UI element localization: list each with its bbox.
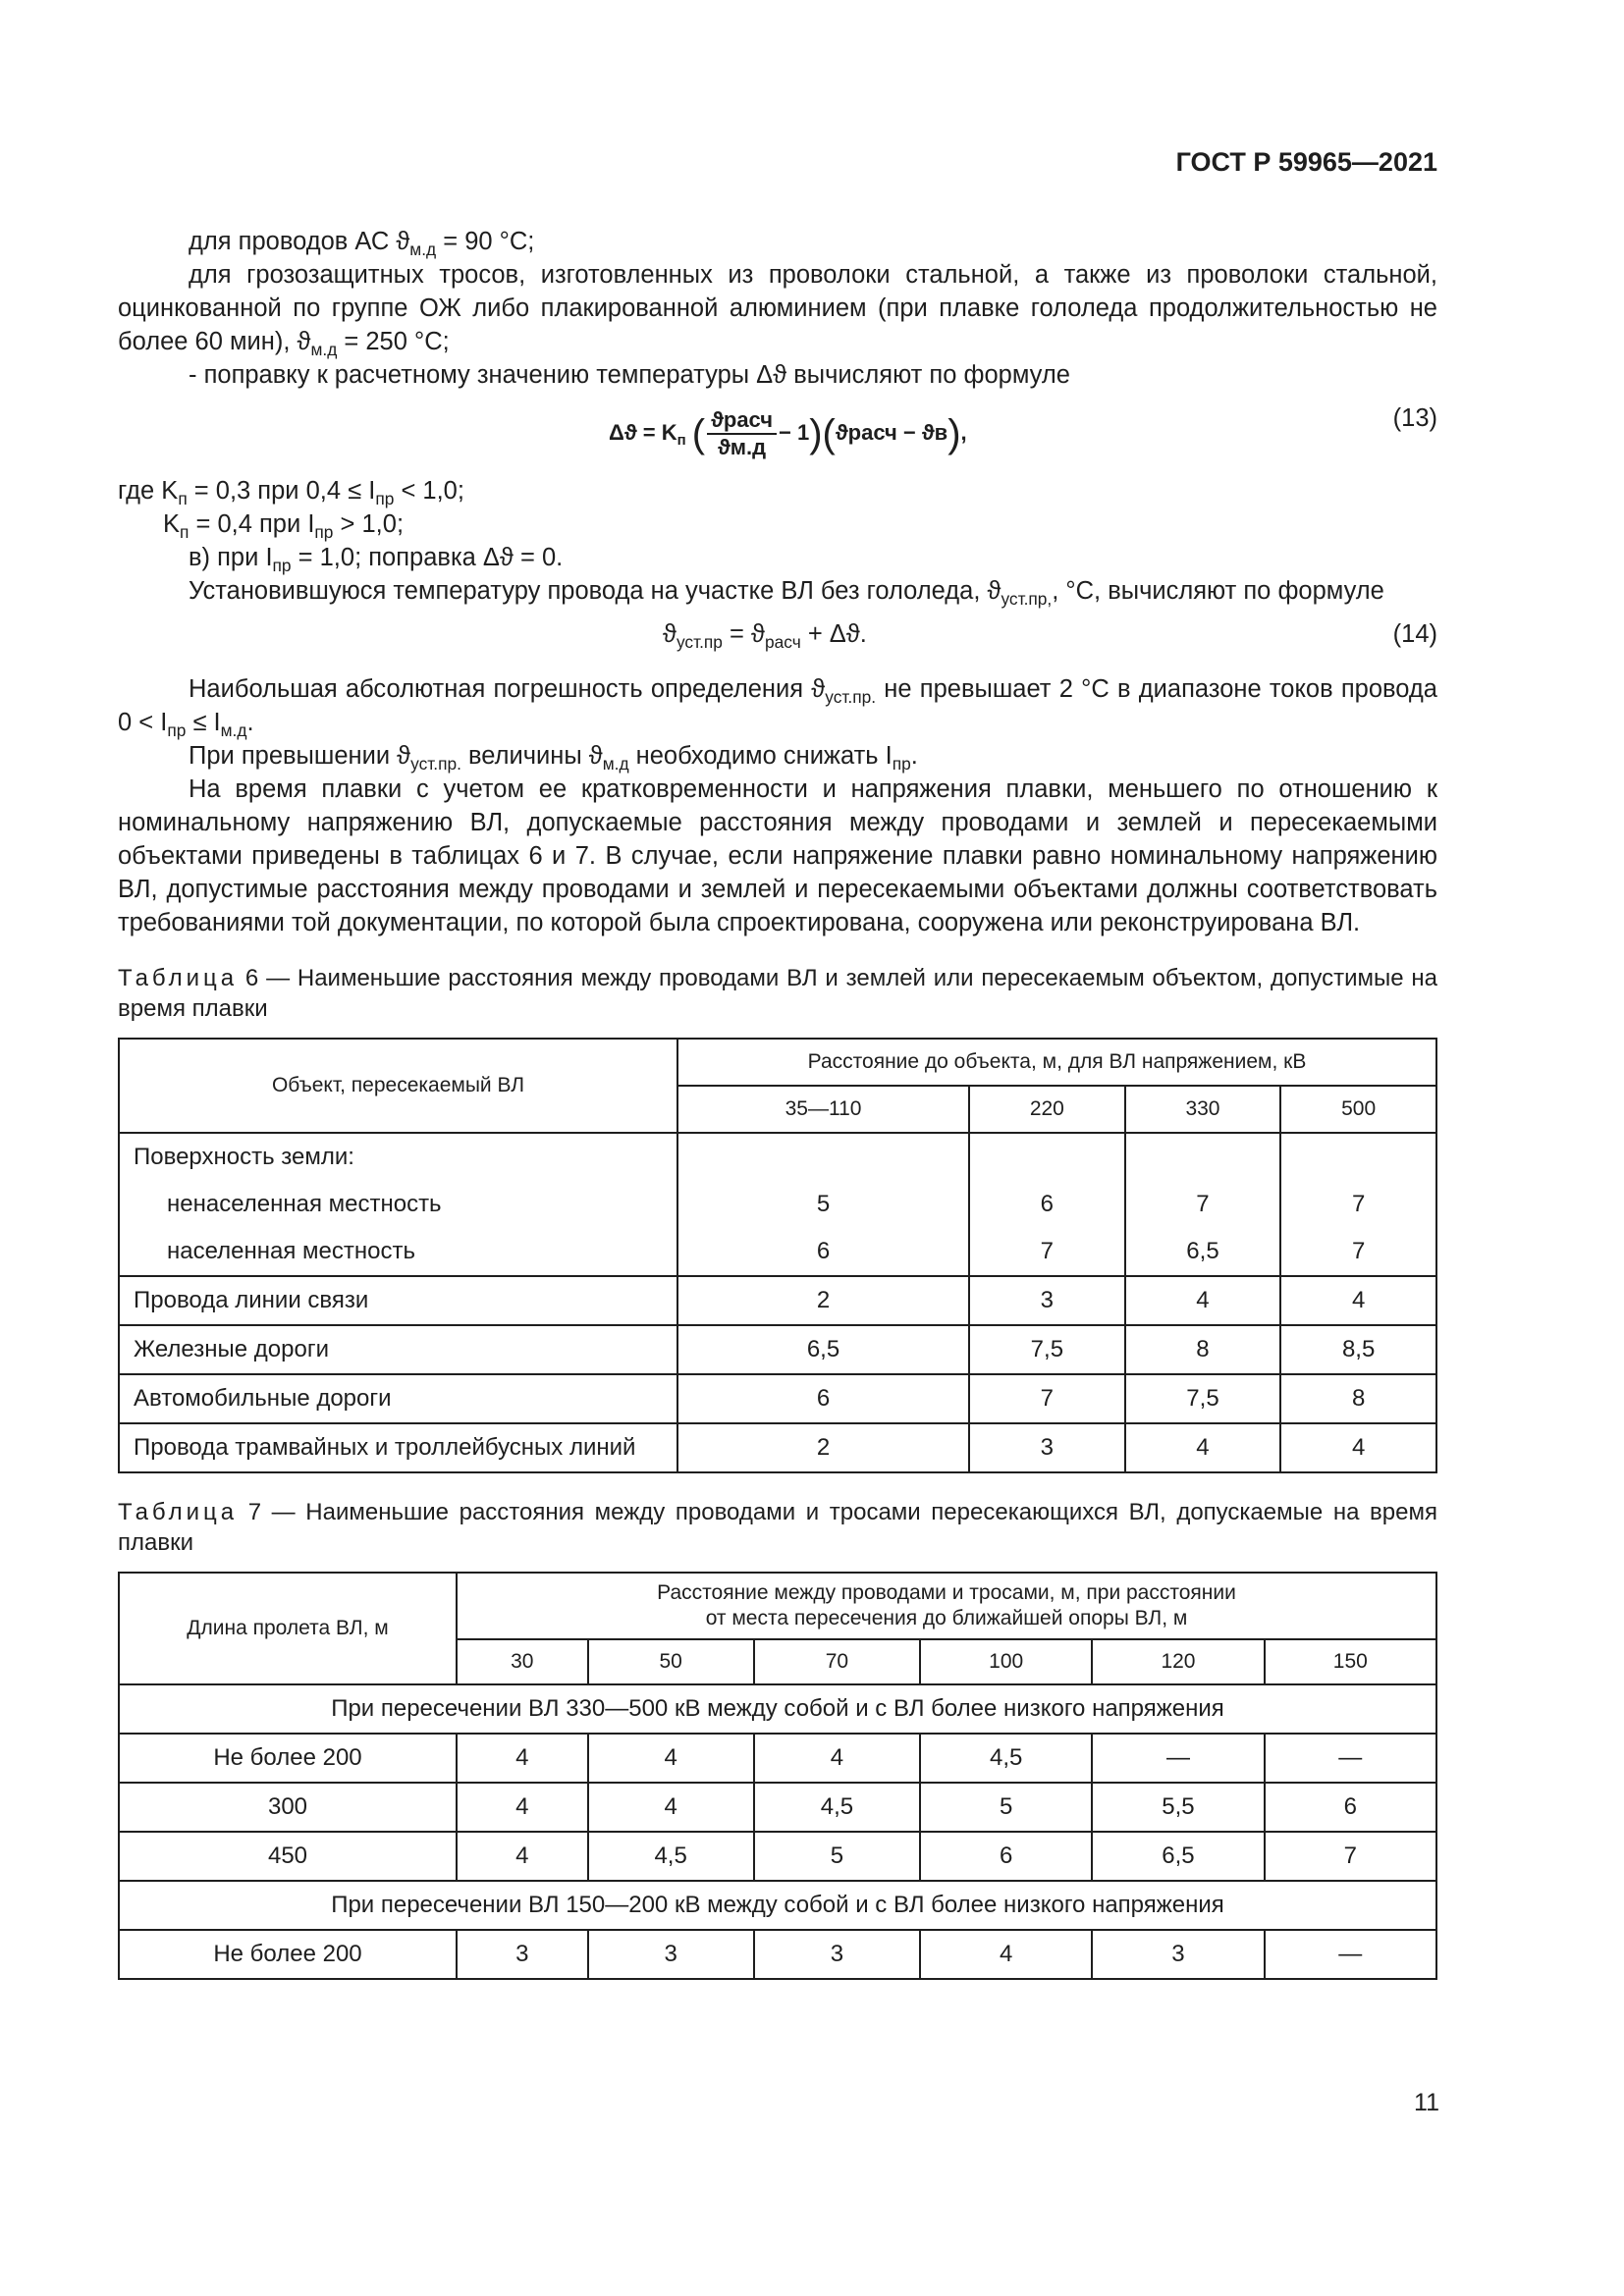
table-row: [119, 1930, 1436, 1979]
row-header: Не более 200: [119, 1930, 457, 1979]
row-header: 300: [119, 1783, 457, 1832]
table-cell: 4: [457, 1734, 588, 1783]
section-title: При пересечении ВЛ 150—200 кВ между собой и с ВЛ более низкого напряжения: [119, 1881, 1436, 1930]
formula-14: [118, 617, 1437, 657]
formula-expression: $ϑ_{уст.пр} = ϑ_{расч} + \Delta ϑ$.: [663, 620, 867, 653]
table-cell: 3: [1092, 1930, 1264, 1979]
table-cell: 6,5: [677, 1325, 969, 1374]
table-cell: 3: [969, 1276, 1125, 1325]
table-cell: 4: [1125, 1423, 1281, 1472]
table-cell: 4: [588, 1783, 754, 1832]
formula-number: (14): [1392, 620, 1437, 648]
body-text: [118, 225, 1437, 1980]
column-header: 120: [1092, 1639, 1264, 1684]
paragraph: где $K_п = 0,3$ при $0,4 \le I_{пр} < 1,0$;: [118, 477, 464, 509]
column-header: 330: [1125, 1086, 1281, 1133]
table-cell: 5: [754, 1832, 920, 1881]
table-cell: 4: [457, 1783, 588, 1832]
table-cell: 6: [677, 1228, 969, 1276]
paragraph: - поправку к расчетному значению температуры Δϑ вычисляют по формуле: [189, 361, 1070, 389]
column-header: 500: [1280, 1086, 1436, 1133]
row-header: населенная местность: [119, 1228, 677, 1276]
table-row: [119, 1228, 1436, 1276]
table-row: [119, 1276, 1436, 1325]
table-cell: 7: [969, 1374, 1125, 1423]
column-header: 70: [754, 1639, 920, 1684]
table-cell: 4: [1280, 1276, 1436, 1325]
table-cell: 3: [969, 1423, 1125, 1472]
table-cell: 3: [588, 1930, 754, 1979]
table-cell: 4: [920, 1930, 1092, 1979]
column-header: 30: [457, 1639, 588, 1684]
column-header: 220: [969, 1086, 1125, 1133]
table-cell: 6: [920, 1832, 1092, 1881]
table-cell: 4: [588, 1734, 754, 1783]
paragraph: для грозозащитных тросов, изготовленных из проволоки стальной, а также из проволоки стальной, оцинкованной по группе ОЖ либо плакированной алюминием (при плавке гололеда продолжительностью не более 60 мин), $ϑ_{м.д} = 250$ °С;: [118, 261, 1437, 360]
column-header: 35—110: [677, 1086, 969, 1133]
table-cell: 5,5: [1092, 1783, 1264, 1832]
formula-number: (13): [1392, 404, 1437, 432]
column-header: 50: [588, 1639, 754, 1684]
table-cell: 4: [1125, 1276, 1281, 1325]
table-cell: 6,5: [1125, 1228, 1281, 1276]
table-cell: 6: [677, 1374, 969, 1423]
table-cell: 8,5: [1280, 1325, 1436, 1374]
table-cell: 6,5: [1092, 1832, 1264, 1881]
table-cell: 7: [1265, 1832, 1436, 1881]
table-cell: 8: [1125, 1325, 1281, 1374]
table-cell: 2: [677, 1276, 969, 1325]
table-cell: 4,5: [754, 1783, 920, 1832]
table-row: [119, 1734, 1436, 1783]
table-cell: 7: [1280, 1228, 1436, 1276]
table-cell: —: [1265, 1930, 1436, 1979]
table-cell: 7,5: [969, 1325, 1125, 1374]
row-header: Не более 200: [119, 1734, 457, 1783]
table-cell: 5: [920, 1783, 1092, 1832]
column-header: 100: [920, 1639, 1092, 1684]
table-cell: 3: [457, 1930, 588, 1979]
table-cell: 4: [754, 1734, 920, 1783]
table-cell: —: [1092, 1734, 1264, 1783]
table-cell: —: [1265, 1734, 1436, 1783]
page-number: 11: [1414, 2089, 1439, 2116]
table-cell: 8: [1280, 1374, 1436, 1423]
table-row: [119, 1783, 1436, 1832]
table-cell: 7: [969, 1228, 1125, 1276]
column-header: Длина пролета ВЛ, м: [119, 1573, 457, 1684]
table-cell: 5: [677, 1181, 969, 1228]
table-cell: 7,5: [1125, 1374, 1281, 1423]
document-code: ГОСТ Р 59965—2021: [1175, 147, 1437, 177]
table-row: [119, 1181, 1436, 1228]
paragraph: Наибольшая абсолютная погрешность определения $ϑ_{уст.пр.}$ не превышает 2 °С в диапазоне токов провода $0 < I_{пр} \le I_{м.д}$.: [118, 675, 1437, 741]
row-header: Провода линии связи: [119, 1276, 677, 1325]
table-cell: 2: [677, 1423, 969, 1472]
table-cell: 7: [1280, 1181, 1436, 1228]
row-header: ненаселенная местность: [119, 1181, 677, 1228]
section-title: При пересечении ВЛ 330—500 кВ между собой и с ВЛ более низкого напряжения: [119, 1684, 1436, 1734]
paragraph: в) при $I_{пр} = 1,0$; поправка Δϑ = 0.: [189, 544, 564, 576]
row-header: Провода трамвайных и троллейбусных линий: [119, 1423, 677, 1472]
section-row: [119, 1684, 1436, 1734]
table-row: [119, 1423, 1436, 1472]
paragraph: При превышении $ϑ_{уст.пр.}$ величины $ϑ_{м.д}$ необходимо снижать $I_{пр}$.: [189, 742, 918, 774]
paragraph: Установившуюся температуру провода на участке ВЛ без гололеда, $ϑ_{уст.пр,}$, °С, вычисляют по формуле: [189, 577, 1384, 610]
table-cell: 6: [1265, 1783, 1436, 1832]
table-6: [118, 1038, 1437, 1473]
table-row: [119, 1325, 1436, 1374]
column-header: Объект, пересекаемый ВЛ: [119, 1039, 677, 1133]
table-row: [119, 1133, 1436, 1181]
paragraph: для проводов АС $ϑ_{м.д} = 90$ °С;: [189, 228, 535, 260]
table-row: [119, 1374, 1436, 1423]
table-cell: 3: [754, 1930, 920, 1979]
table-cell: 4,5: [920, 1734, 1092, 1783]
table-cell: 7: [1125, 1181, 1281, 1228]
table-6-caption: Таблица 6 — Наименьшие расстояния между проводами ВЛ и землей или пересекаемым объектом, допустимые на время плавки: [118, 965, 1437, 1022]
section-row: [119, 1881, 1436, 1930]
column-group-header: Расстояние между проводами и тросами, м, при расстоянии от места пересечения до ближайшей опоры ВЛ, м: [457, 1573, 1436, 1639]
table-cell: 4,5: [588, 1832, 754, 1881]
column-header: 150: [1265, 1639, 1436, 1684]
table-7-caption: Таблица 7 — Наименьшие расстояния между проводами и тросами пересекающихся ВЛ, допускаемые на время плавки: [118, 1499, 1437, 1556]
row-header: Автомобильные дороги: [119, 1374, 677, 1423]
column-group-header: Расстояние до объекта, м, для ВЛ напряжением, кВ: [677, 1039, 1436, 1086]
paragraph: На время плавки с учетом ее кратковременности и напряжения плавки, меньшего по отношению к номинальному напряжению ВЛ, допускаемые расстояния между проводами и землей и пересекаемыми объектами приведены в таблицах 6 и 7. В случае, если напряжение плавки равно номинальному напряжению ВЛ, допустимые расстояния между проводами и землей и пересекаемыми объектами должны соответствовать требованиями той документации, по которой была спроектирована, сооружена или реконструирована ВЛ.: [118, 775, 1437, 936]
row-header: 450: [119, 1832, 457, 1881]
row-header: Железные дороги: [119, 1325, 677, 1374]
paragraph: $K_п = 0,4$ при $I_{пр} > 1,0$;: [163, 510, 405, 543]
table-cell: 4: [1280, 1423, 1436, 1472]
formula-13: [118, 401, 1437, 468]
formula-expression: $\Delta ϑ = K_п$ ( $\frac{\text{ϑрасч}}{ϑм.д}$ − 1)(ϑрасч − ϑв),: [609, 407, 967, 459]
table-cell: 4: [457, 1832, 588, 1881]
table-cell: 6: [969, 1181, 1125, 1228]
row-header: Поверхность земли:: [119, 1133, 677, 1181]
table-row: [119, 1832, 1436, 1881]
table-7: [118, 1572, 1437, 1980]
